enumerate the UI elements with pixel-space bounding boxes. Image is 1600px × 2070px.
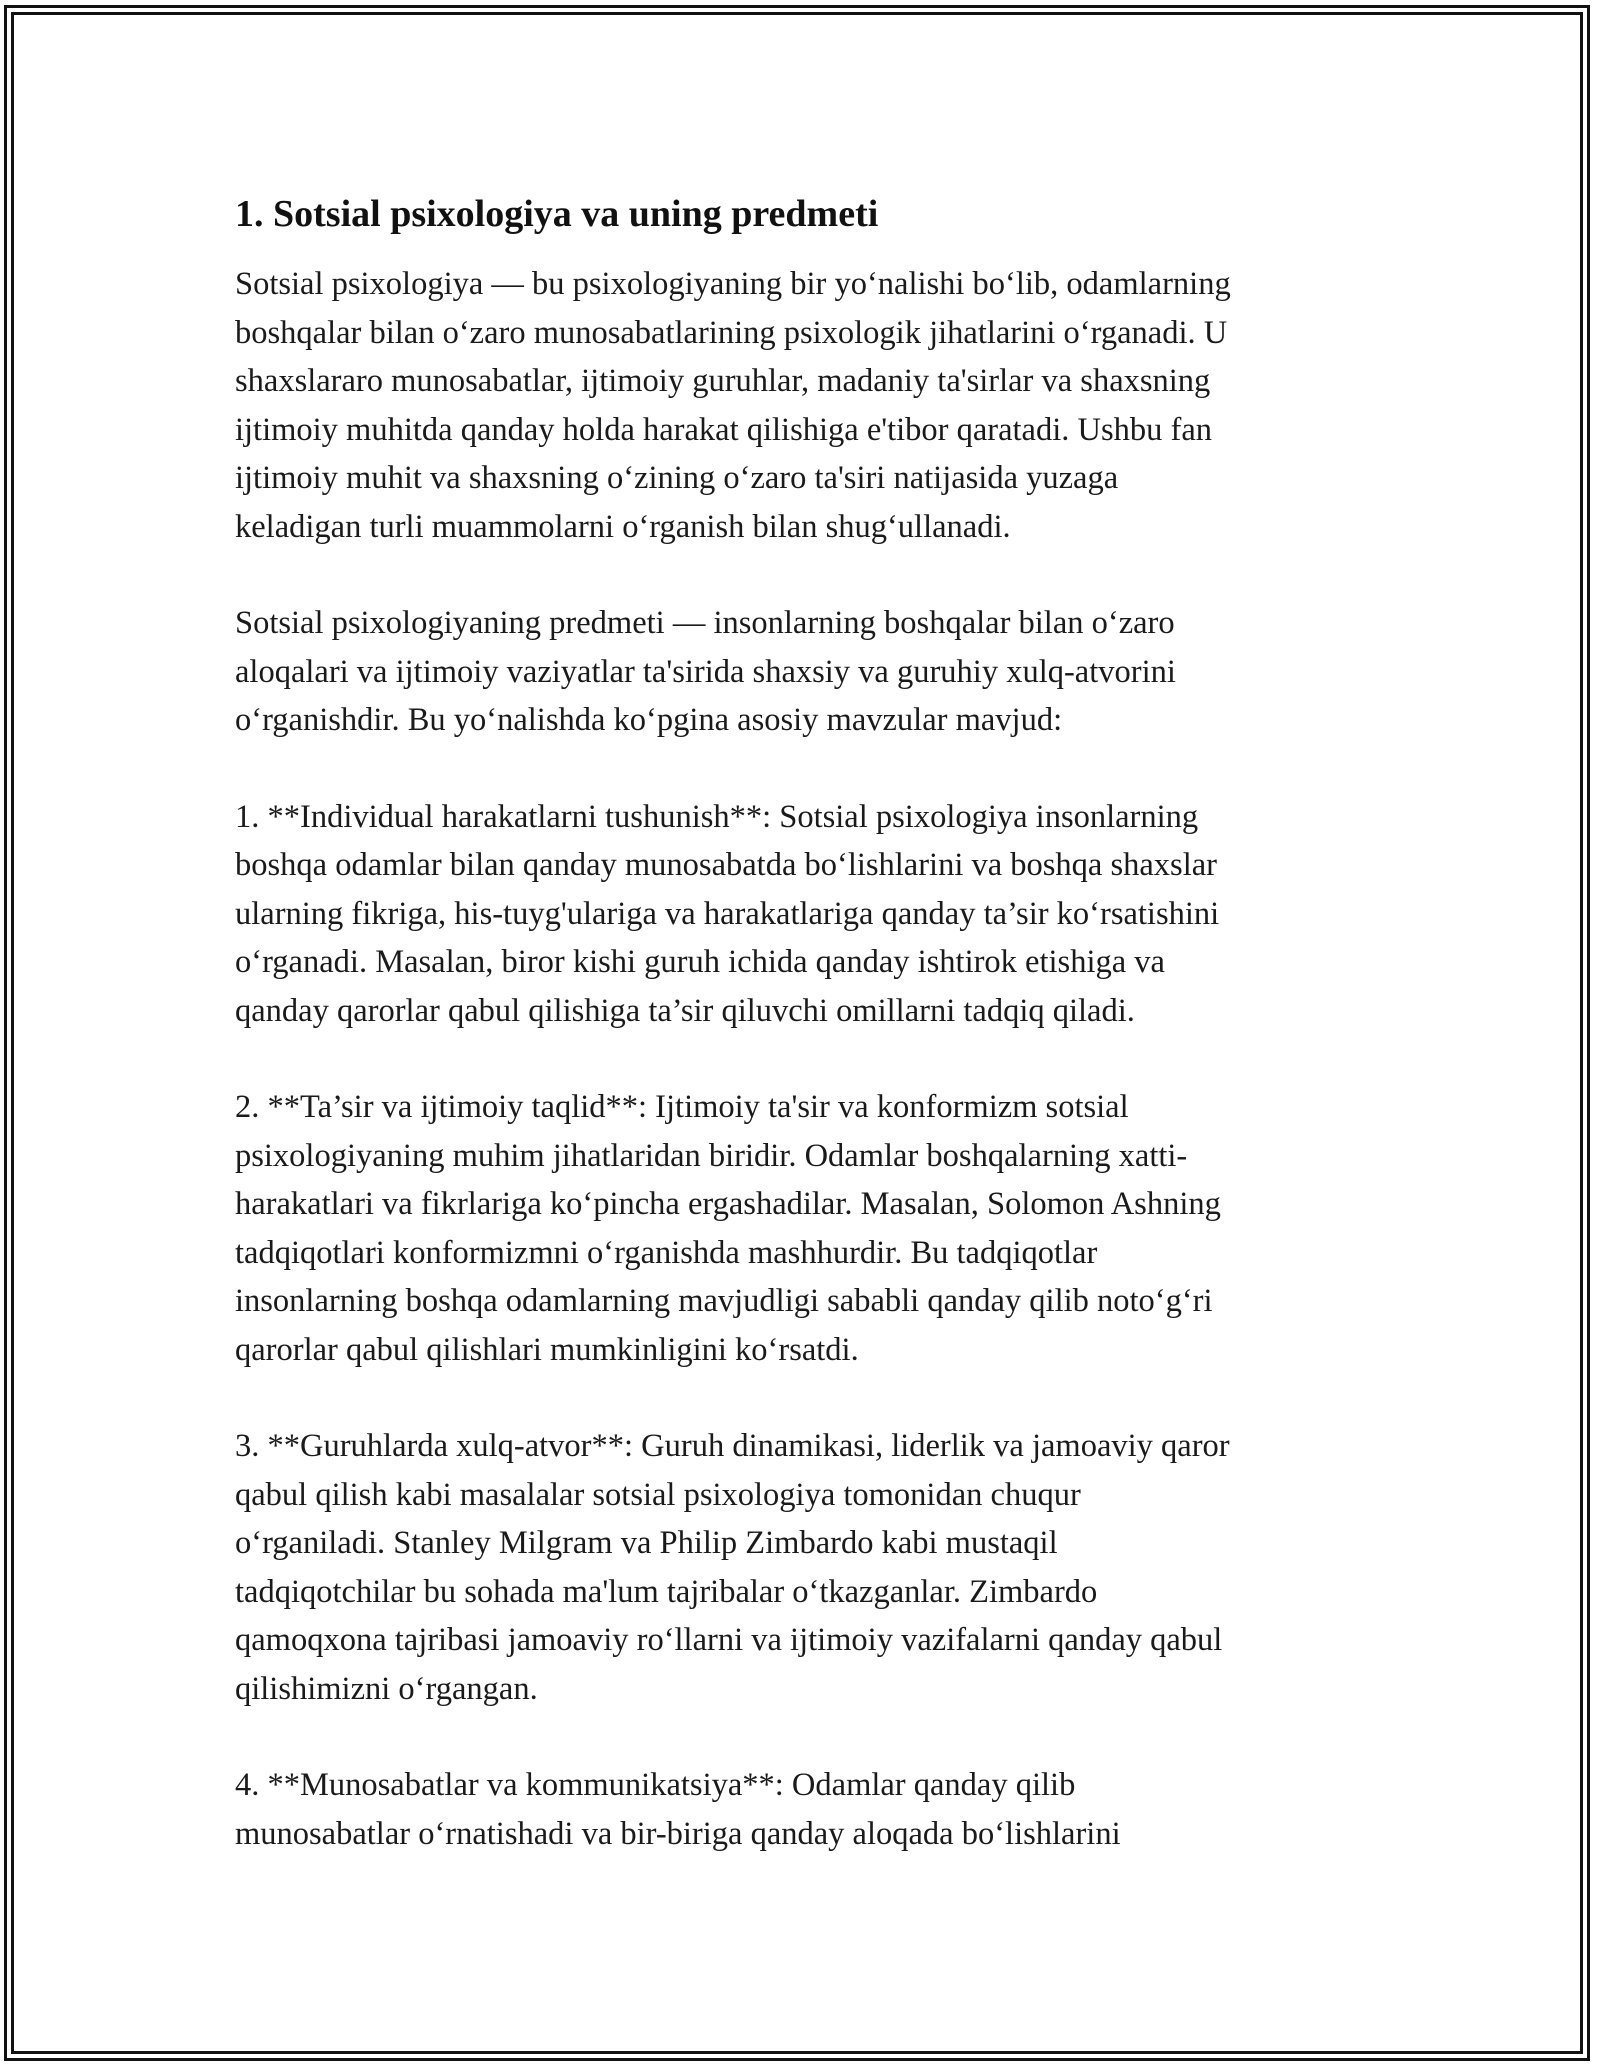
text-line: o‘rganiladi. Stanley Milgram va Philip Zimbardo kabi mustaqil [235, 1525, 1058, 1561]
text-line: Sotsial psixologiyaning predmeti — insonlarning boshqalar bilan o‘zaro [235, 605, 1175, 641]
text-line: 3. **Guruhlarda xulq-atvor**: Guruh dinamikasi, liderlik va jamoaviy qaror [235, 1428, 1230, 1464]
text-line: boshqalar bilan o‘zaro munosabatlarining psixologik jihatlarini o‘rganadi. U [235, 314, 1228, 351]
text-line: 2. **Ta’sir va ijtimoiy taqlid**: Ijtimoiy ta'sir va konformizm sotsial [235, 1089, 1129, 1125]
text-line: qarorlar qabul qilishlari mumkinligini ko‘rsatdi. [235, 1331, 859, 1368]
text-line: boshqa odamlar bilan qanday munosabatda bo‘lishlarini va boshqa shaxslar [235, 847, 1217, 883]
text-line: tadqiqotchilar bu sohada ma'lum tajribalar o‘tkazganlar. Zimbardo [235, 1573, 1098, 1610]
text-line: shaxslararo munosabatlar, ijtimoiy guruhlar, madaniy ta'sirlar va shaxsning [235, 363, 1211, 399]
text-line: 4. **Munosabatlar va kommunikatsiya**: Odamlar qanday qilib [235, 1767, 1076, 1803]
text-line: qilishimizni o‘rgangan. [235, 1670, 538, 1707]
list-item-3 [235, 1422, 1375, 1713]
section-heading: 1. Sotsial psixologiya va uning predmeti [235, 193, 879, 235]
text-line: Sotsial psixologiya — bu psixologiyaning bir yo‘nalishi bo‘lib, odamlarning [235, 266, 1231, 302]
list-item-4 [235, 1761, 1375, 1858]
text-line: qamoqxona tajribasi jamoaviy ro‘llarni va ijtimoiy vazifalarni qanday qabul [235, 1622, 1223, 1658]
text-line: ularning fikriga, his-tuyg'ulariga va harakatlariga qanday ta’sir ko‘rsatishini [235, 895, 1220, 932]
text-line: psixologiyaning muhim jihatlaridan biridir. Odamlar boshqalarning xatti- [235, 1137, 1188, 1174]
text-line: qanday qarorlar qabul qilishiga ta’sir qiluvchi omillarni tadqiq qiladi. [235, 992, 1135, 1029]
text-line: o‘rganadi. Masalan, biror kishi guruh ichida qanday ishtirok etishiga va [235, 944, 1165, 980]
text-line: keladigan turli muammolarni o‘rganish bilan shug‘ullanadi. [235, 508, 1011, 545]
text-line: munosabatlar o‘rnatishadi va bir-biriga qanday aloqada bo‘lishlarini [235, 1815, 1121, 1852]
paragraph-intro [235, 260, 1375, 551]
text-line: ijtimoiy muhitda qanday holda harakat qilishiga e'tibor qaratadi. Ushbu fan [235, 411, 1212, 448]
text-line: 1. **Individual harakatlarni tushunish**: Sotsial psixologiya insonlarning [235, 798, 1199, 835]
document-body [235, 186, 1375, 1906]
text-line: aloqalari va ijtimoiy vaziyatlar ta'sirida shaxsiy va guruhiy xulq-atvorini [235, 653, 1176, 690]
list-item-1 [235, 793, 1375, 1036]
text-line: ijtimoiy muhit va shaxsning o‘zining o‘zaro ta'siri natijasida yuzaga [235, 460, 1119, 496]
text-line: harakatlari va fikrlariga ko‘pincha ergashadilar. Masalan, Solomon Ashning [235, 1186, 1221, 1222]
list-item-2 [235, 1083, 1375, 1374]
text-line: o‘rganishdir. Bu yo‘nalishda ko‘pgina asosiy mavzular mavjud: [235, 702, 1063, 738]
text-line: qabul qilish kabi masalalar sotsial psixologiya tomonidan chuqur [235, 1476, 1081, 1513]
text-line: insonlarning boshqa odamlarning mavjudligi sababli qanday qilib noto‘g‘ri [235, 1283, 1213, 1319]
text-line: tadqiqotlari konformizmni o‘rganishda mashhurdir. Bu tadqiqotlar [235, 1234, 1098, 1271]
paragraph-predmeti [235, 599, 1375, 745]
